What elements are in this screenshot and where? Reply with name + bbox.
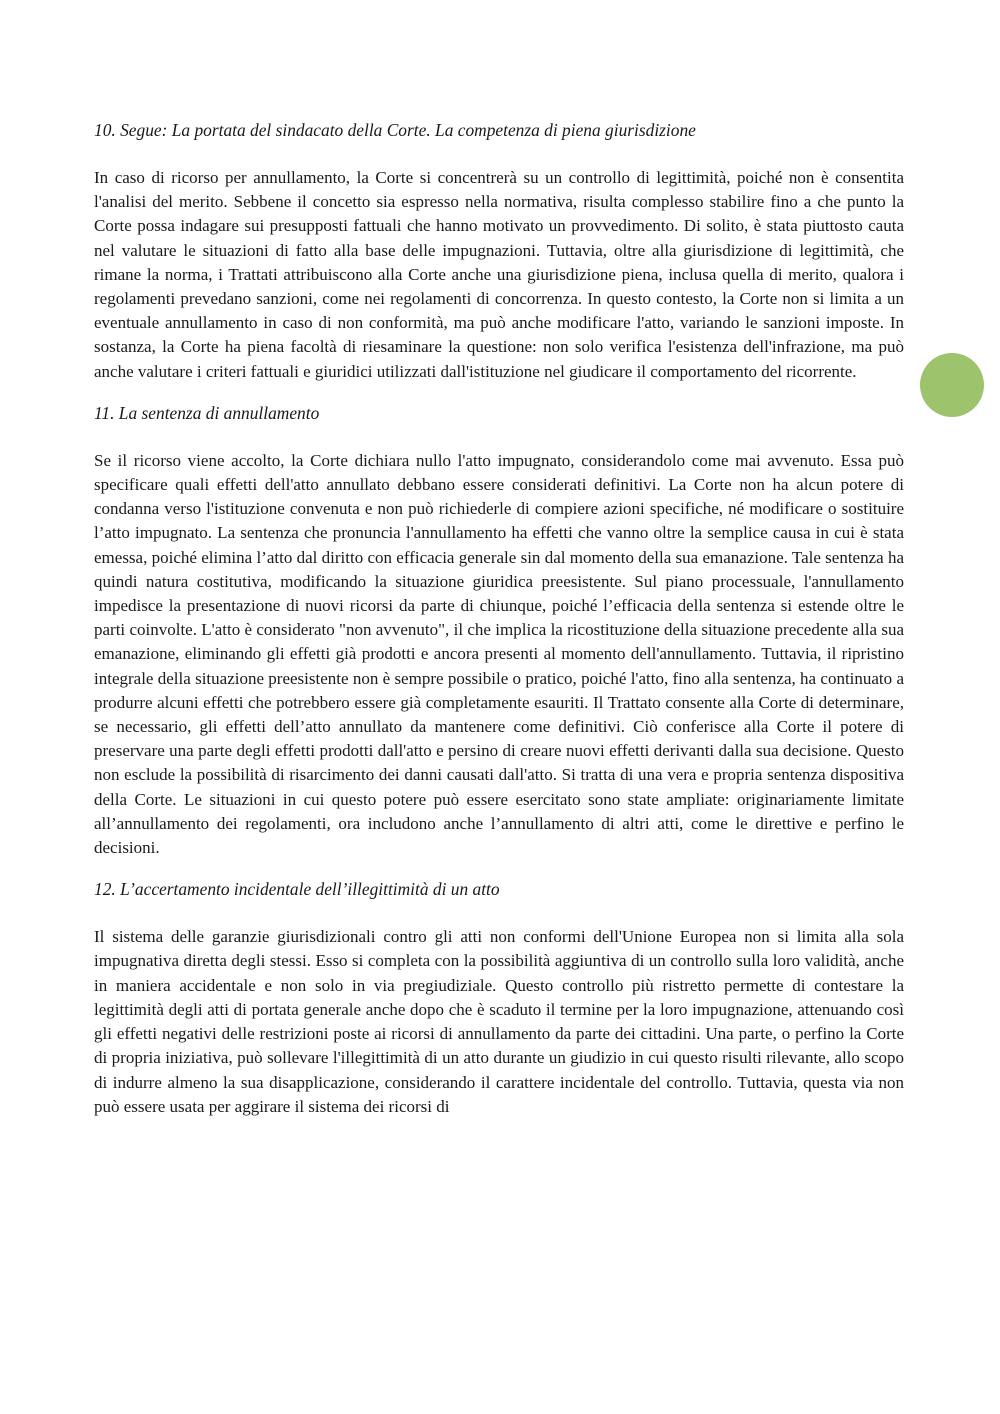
section-12-heading: 12. L’accertamento incidentale dell’illegittimità di un atto xyxy=(94,879,500,900)
document-page xyxy=(94,118,904,1136)
green-circle-decoration xyxy=(920,353,984,417)
section-10-heading: 10. Segue: La portata del sindacato della Corte. La competenza di piena giurisdizione xyxy=(94,120,696,140)
section-11-paragraph: Se il ricorso viene accolto, la Corte dichiara nullo l'atto impugnato, considerandolo come mai avvenuto. Essa può specificare quali effetti dell'atto annullato debbano essere considerati definitivi. La Corte non ha alcun potere di condanna verso l'istituzione convenuta e non può richiederle di compiere azioni specifiche, né modificare o sostituire l’atto impugnato. La sentenza che pronuncia l'annullamento ha effetti che vanno oltre la semplice causa in cui è stata emessa, poiché elimina l’atto dal diritto con efficacia generale sin dal momento della sua emanazione. Tale sentenza ha quindi natura costitutiva, modificando la situazione giuridica preesistente. Sul piano processuale, l'annullamento impedisce la presentazione di nuovi ricorsi da parte di chiunque, poiché l’efficacia della sentenza si estende oltre le parti coinvolte. L'atto è considerato "non avvenuto", il che implica la ricostituzione della situazione precedente alla sua emanazione, eliminando gli effetti già prodotti e ancora presenti al momento dell'annullamento. Tuttavia, il ripristino integrale della situazione preesistente non è sempre possibile o pratico, poiché l'atto, fino alla sentenza, ha continuato a produrre alcuni effetti che potrebbero essere già completamente esauriti. Il Trattato consente alla Corte di determinare, se necessario, gli effetti dell’atto annullato da mantenere come definitivi. Ciò conferisce alla Corte il potere di preservare una parte degli effetti prodotti dall'atto e persino di creare nuovi effetti derivanti dalla sua decisione. Questo non esclude la possibilità di risarcimento dei danni causati dall'atto. Si tratta di una vera e propria sentenza dispositiva della Corte. Le situazioni in cui questo potere può essere esercitato sono state ampliate: originariamente limitate all’annullamento dei regolamenti, ora includono anche l’annullamento di altri atti, come le direttive e perfino le decisioni. xyxy=(94,450,904,858)
section-12-paragraph: Il sistema delle garanzie giurisdizionali contro gli atti non conformi dell'Unione Europea non si limita alla sola impugnativa diretta degli stessi. Esso si completa con la possibilità aggiuntiva di un controllo sulla loro validità, anche in maniera accidentale e non solo in via pregiudiziale. Questo controllo più ristretto permette di contestare la legittimità degli atti di portata generale anche dopo che è scaduto il termine per la loro impugnazione, attenuando così gli effetti negativi delle restrizioni poste ai ricorsi di annullamento da parte dei cittadini. Una parte, o perfino la Corte di propria iniziativa, può sollevare l'illegittimità di un atto durante un giudizio in cui questo risulti rilevante, allo scopo di indurre almeno la sua disapplicazione, considerando il carattere incidentale del controllo. Tuttavia, questa via non può essere usata per aggirare il sistema dei ricorsi di xyxy=(94,927,904,1116)
section-11-heading: 11. La sentenza di annullamento xyxy=(94,402,320,423)
section-10-paragraph: In caso di ricorso per annullamento, la Corte si concentrerà su un controllo di legittimità, poiché non è consentita l'analisi del merito. Sebbene il concetto sia espresso nella normativa, risulta complesso stabilire fino a che punto la Corte possa indagare sui presupposti fattuali che hanno motivato un provvedimento. Di solito, è stata piuttosto cauta nel valutare le situazioni di fatto alla base delle impugnazioni. Tuttavia, oltre alla giurisdizione di legittimità, che rimane la norma, i Trattati attribuiscono alla Corte anche una giurisdizione piena, inclusa quella di merito, qualora i regolamenti prevedano sanzioni, come nei regolamenti di concorrenza. In questo contesto, la Corte non si limita a un eventuale annullamento in caso di non conformità, ma può anche modificare l'atto, variando le sanzioni imposte. In sostanza, la Corte ha piena facoltà di riesaminare la questione: non solo verifica l'esistenza dell'infrazione, ma può anche valutare i criteri fattuali e giuridici utilizzati dall'istituzione nel giudicare il comportamento del ricorrente. xyxy=(94,168,904,381)
